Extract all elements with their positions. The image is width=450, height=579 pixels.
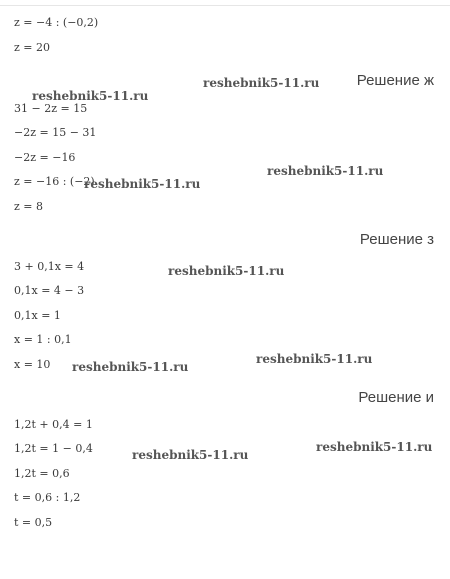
equation-line: 1,2t + 0,4 = 1 <box>14 418 93 431</box>
solution-heading-zh: Решение ж <box>356 72 434 89</box>
watermark: reshebnik5-11.ru <box>84 177 201 191</box>
equation-line: t = 0,6 : 1,2 <box>14 491 81 504</box>
watermark: reshebnik5-11.ru <box>256 352 373 366</box>
watermark: reshebnik5-11.ru <box>203 76 320 90</box>
equation-line: 0,1x = 1 <box>14 309 61 322</box>
watermark: reshebnik5-11.ru <box>267 164 384 178</box>
equation-line: x = 1 : 0,1 <box>14 333 72 346</box>
watermark: reshebnik5-11.ru <box>132 448 249 462</box>
equation-line: −2z = 15 − 31 <box>14 126 97 139</box>
equation-line: −2z = −16 <box>14 151 76 164</box>
equation-line: 3 + 0,1x = 4 <box>14 260 85 273</box>
watermark: reshebnik5-11.ru <box>168 264 285 278</box>
solution-heading-i: Решение и <box>358 389 434 406</box>
equation-line: 1,2t = 1 − 0,4 <box>14 442 93 455</box>
equation-line: 0,1x = 4 − 3 <box>14 284 85 297</box>
solution-heading-z: Решение з <box>359 231 434 248</box>
watermark: reshebnik5-11.ru <box>72 360 189 374</box>
equation-line: z = 20 <box>14 41 51 54</box>
watermark: reshebnik5-11.ru <box>316 440 433 454</box>
equation-line: z = −4 : (−0,2) <box>14 16 99 29</box>
equation-line: z = 8 <box>14 200 44 213</box>
equation-line: 1,2t = 0,6 <box>14 467 70 480</box>
equation-line: x = 10 <box>14 358 51 371</box>
equation-line: t = 0,5 <box>14 516 53 529</box>
equation-line: z = −16 : (−2) <box>14 175 95 188</box>
top-border <box>0 0 450 6</box>
equation-line: 31 − 2z = 15 <box>14 102 88 115</box>
watermark: reshebnik5-11.ru <box>32 89 149 103</box>
